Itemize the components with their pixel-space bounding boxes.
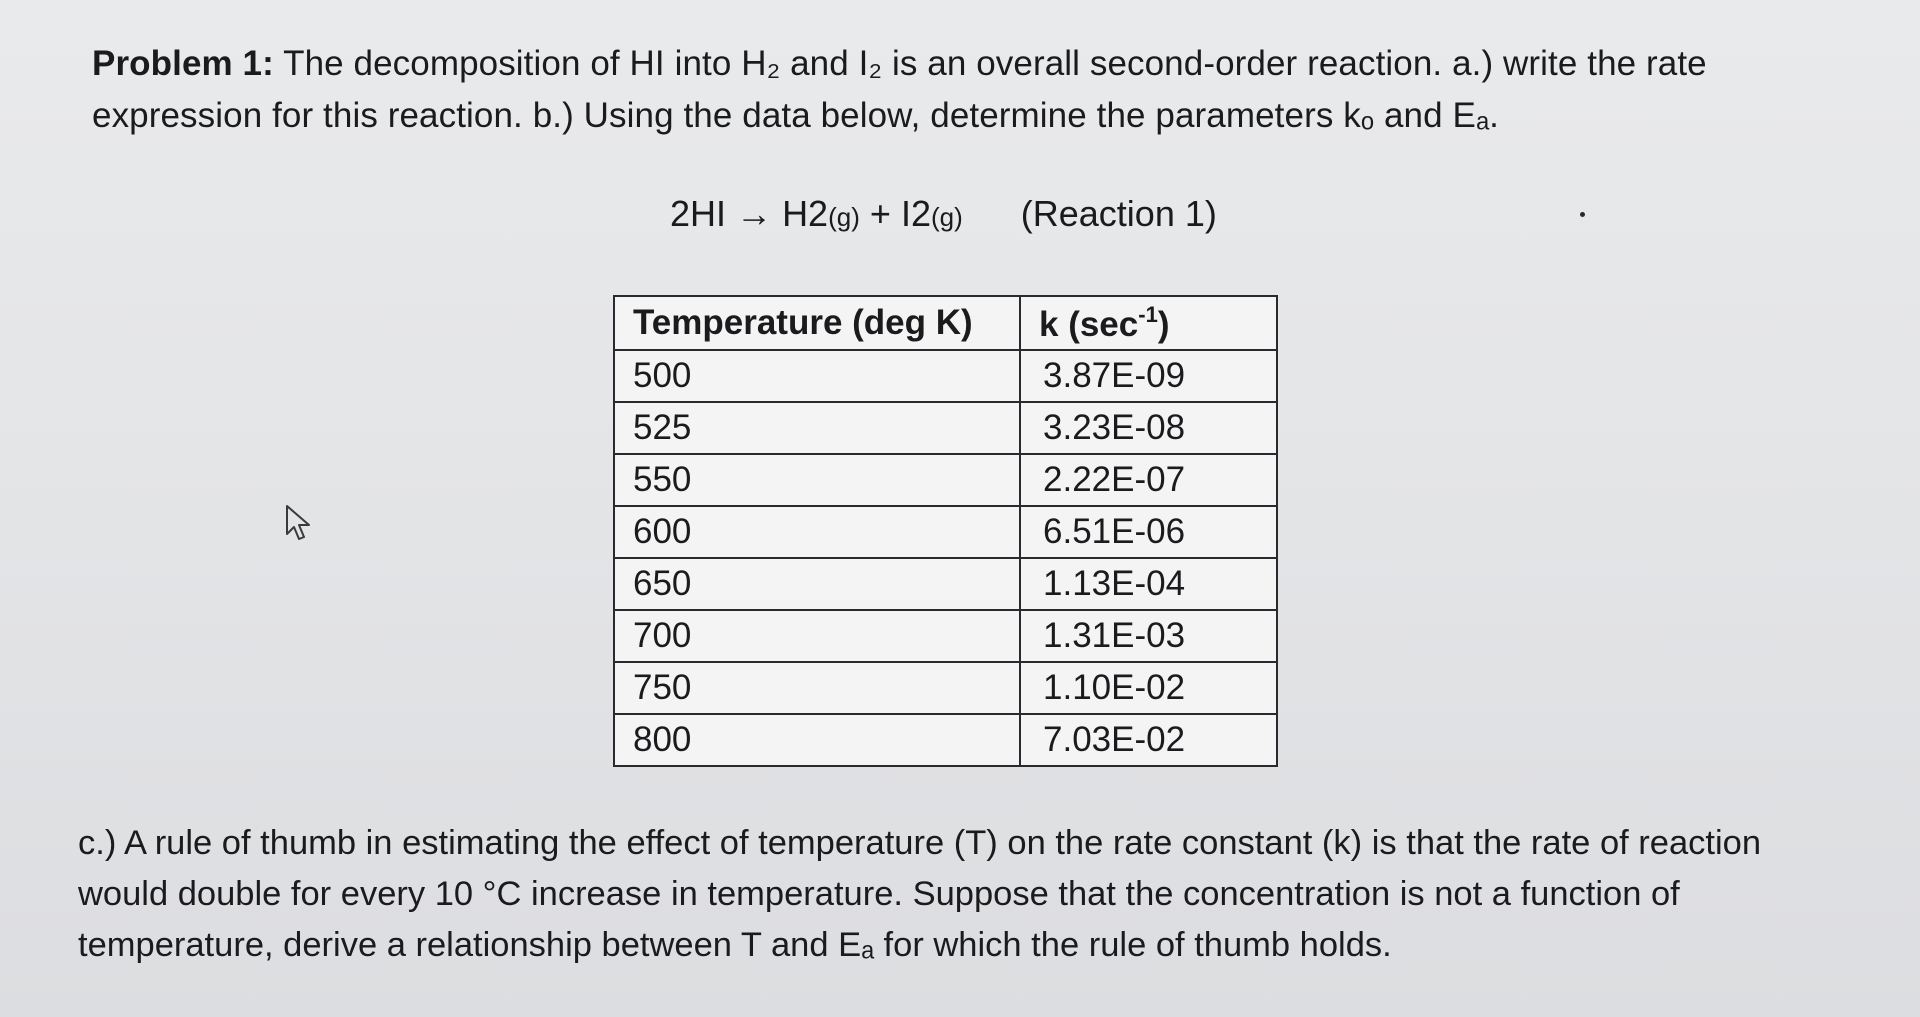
temperature-cell: 800	[614, 714, 1020, 766]
rate-constant-table	[613, 295, 1278, 767]
k-cell: 7.03E-02	[1020, 714, 1277, 766]
reaction-label: (Reaction 1)	[1020, 193, 1217, 234]
k-cell: 2.22E-07	[1020, 454, 1277, 506]
temperature-cell: 650	[614, 558, 1020, 610]
table-row	[614, 610, 1277, 662]
temperature-header: Temperature (deg K)	[614, 296, 1020, 350]
problem-label: Problem 1:	[92, 44, 274, 83]
k-header	[1020, 296, 1277, 350]
temperature-cell: 550	[614, 454, 1020, 506]
product-h2-state: (g)	[828, 202, 860, 232]
product-h2: H2	[782, 193, 829, 234]
k-cell: 3.23E-08	[1020, 402, 1277, 454]
mouse-pointer-icon	[284, 504, 316, 544]
product-i2-state: (g)	[930, 202, 963, 232]
problem-text: The decomposition of HI into H₂ and I₂ is an overall second-order reaction. a.) write the rate expression for this reaction. b.) Using the data below, determine the parameters kₒ and Eₐ.	[92, 44, 1707, 135]
k-header-suffix: )	[1157, 304, 1170, 344]
table-row	[614, 714, 1277, 766]
reaction-arrow-icon: →	[736, 193, 773, 234]
temperature-cell: 525	[614, 402, 1020, 454]
table-header-row	[614, 296, 1277, 350]
part-c-statement: c.) A rule of thumb in estimating the effect of temperature (T) on the rate constant (k) is that the rate of reaction would double for every 10 °C increase in temperature. Suppose that the concentration is not a function of temperature, derive a relationship between T and Eₐ for which the rule of thumb holds.	[78, 824, 1762, 964]
table-row	[614, 558, 1277, 610]
plus-sign: +	[869, 193, 891, 234]
table-row	[614, 402, 1277, 454]
k-cell: 1.10E-02	[1020, 662, 1277, 714]
table-row	[614, 350, 1277, 402]
k-header-prefix: k (sec	[1039, 304, 1139, 344]
reaction-equation	[670, 192, 1217, 239]
k-cell: 6.51E-06	[1020, 506, 1277, 558]
reactant: 2HI	[670, 193, 727, 234]
k-cell: 1.13E-04	[1020, 558, 1277, 610]
temperature-cell: 750	[614, 662, 1020, 714]
k-header-exponent: -1	[1138, 301, 1158, 327]
table-row	[614, 454, 1277, 506]
stray-dot	[1580, 212, 1585, 217]
temperature-cell: 500	[614, 350, 1020, 402]
k-cell: 3.87E-09	[1020, 350, 1277, 402]
temperature-cell: 600	[614, 506, 1020, 558]
temperature-cell: 700	[614, 610, 1020, 662]
k-cell: 1.31E-03	[1020, 610, 1277, 662]
problem-statement	[92, 38, 1822, 142]
table-row	[614, 662, 1277, 714]
product-i2: I2	[900, 193, 931, 234]
table-row	[614, 506, 1277, 558]
